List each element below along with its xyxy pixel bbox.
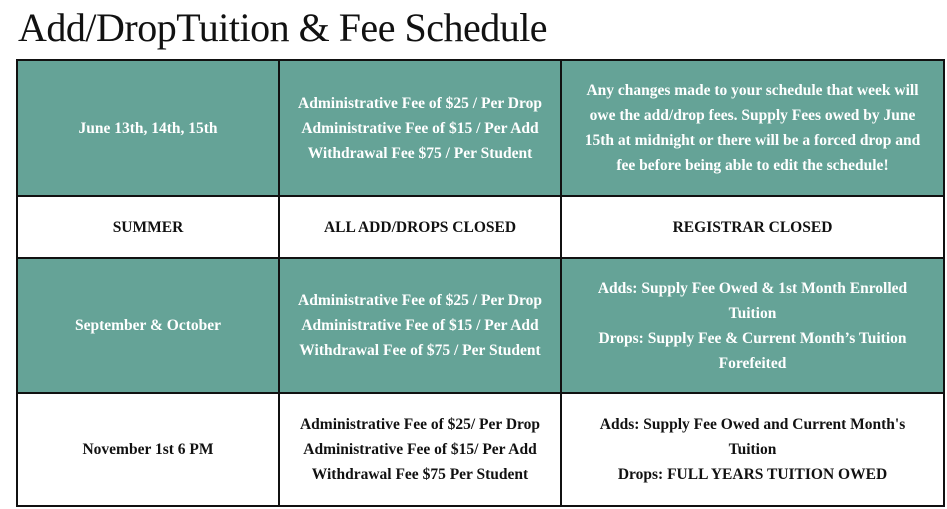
note-line: Drops: FULL YEARS TUITION OWED <box>617 466 888 483</box>
note-line: Tuition <box>728 304 777 322</box>
period-text: September & October <box>74 317 222 334</box>
note-line: Tuition <box>728 441 777 458</box>
table-row-november <box>17 393 944 506</box>
fee-line: Withdrawal Fee of $75 / Per Student <box>299 342 541 359</box>
note-line: fee before being able to edit the schedule! <box>616 157 889 174</box>
fees-cell <box>279 258 561 393</box>
period-cell <box>17 196 279 258</box>
period-cell <box>17 258 279 393</box>
fee-line: Administrative Fee of $15/ Per Add <box>303 441 537 458</box>
period-text: SUMMER <box>112 218 184 236</box>
notes-cell <box>561 258 944 393</box>
table-row-june <box>17 60 944 196</box>
notes-cell <box>561 60 944 196</box>
fees-cell <box>279 196 561 258</box>
fees-cell <box>279 60 561 196</box>
note-line: owe the add/drop fees. Supply Fees owed by June <box>589 107 916 124</box>
note-line: REGISTRAR CLOSED <box>672 218 833 236</box>
fee-line: Withdrawal Fee $75 Per Student <box>311 466 529 483</box>
period-cell <box>17 60 279 196</box>
notes-cell <box>561 196 944 258</box>
fee-line: Administrative Fee of $25 / Per Drop <box>298 94 542 112</box>
fee-line: Withdrawal Fee $75 / Per Student <box>307 144 533 162</box>
note-line: Forefeited <box>718 354 787 372</box>
fee-line: Administrative Fee of $25/ Per Drop <box>299 416 541 433</box>
note-line: Adds: Supply Fee Owed & 1st Month Enrolled <box>597 279 908 297</box>
period-text: June 13th, 14th, 15th <box>78 119 218 137</box>
fee-line: ALL ADD/DROPS CLOSED <box>323 218 517 236</box>
table-row-sep-oct <box>17 258 944 393</box>
note-line: 15th at midnight or there will be a forced drop and <box>584 132 921 149</box>
fee-line: Administrative Fee of $25 / Per Drop <box>298 292 542 309</box>
note-line: Any changes made to your schedule that week will <box>586 82 919 99</box>
period-cell <box>17 393 279 506</box>
table-row-summer <box>17 196 944 258</box>
note-line: Adds: Supply Fee Owed and Current Month's <box>599 416 906 433</box>
notes-cell <box>561 393 944 506</box>
note-line: Drops: Supply Fee & Current Month’s Tuition <box>598 329 907 347</box>
fee-line: Administrative Fee of $15 / Per Add <box>301 119 539 137</box>
fee-line: Administrative Fee of $15 / Per Add <box>301 317 539 334</box>
fees-cell <box>279 393 561 506</box>
page-title: Add/DropTuition & Fee Schedule <box>18 5 548 50</box>
fee-schedule-table <box>16 59 945 507</box>
period-text: November 1st 6 PM <box>82 441 214 458</box>
